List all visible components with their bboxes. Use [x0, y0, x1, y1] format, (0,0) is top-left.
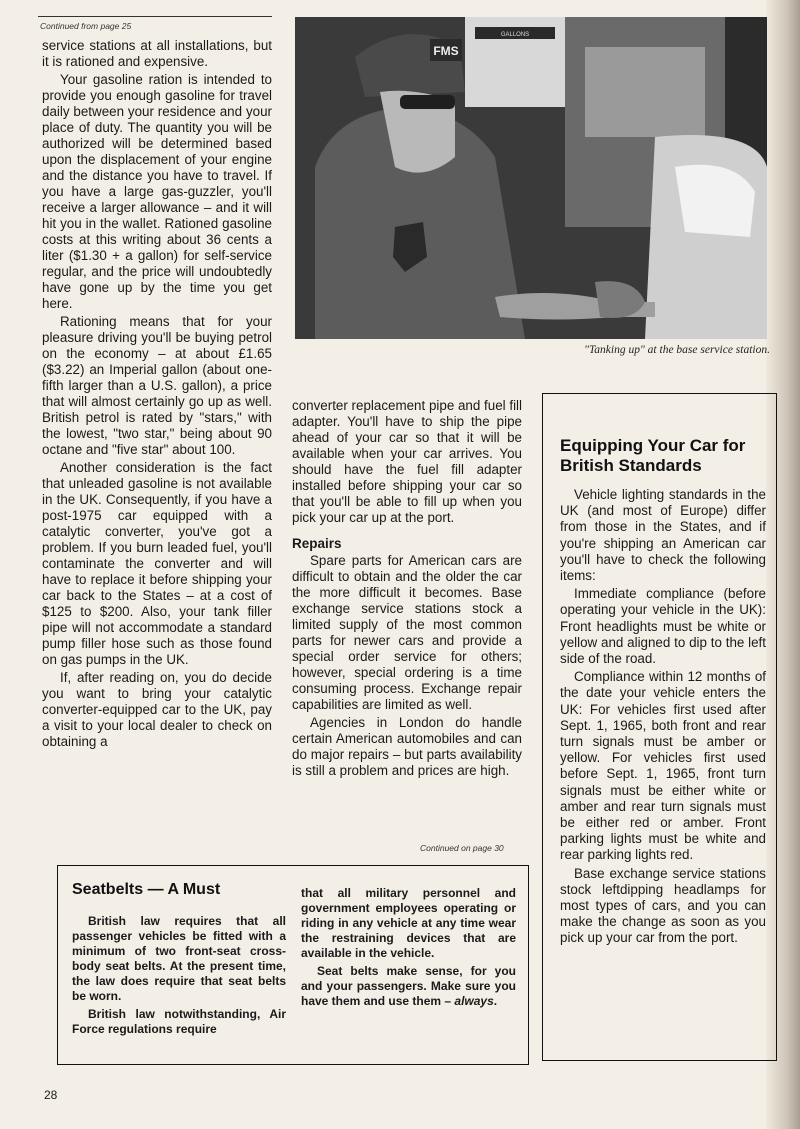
article-column-2: [292, 398, 522, 781]
paragraph: Vehicle lighting standards in the UK (and most of Europe) differ from those in the States, and if you're shipping an American car you'll have to check the following items:: [560, 487, 766, 584]
paragraph: Base exchange service stations stock leftdipping headlamps for most types of cars, and you can make the change as soon as you pick up your car from the port.: [560, 865, 766, 946]
text-run: Seat belts make sense, for you and your passengers. Make sure you have them and use them –: [301, 964, 516, 1008]
paragraph: that all military personnel and government employees operating or riding in any vehicle at any time wear the restraining devices that are available in the vehicle.: [301, 886, 516, 960]
sidebar-title: Seatbelts — A Must: [72, 881, 221, 898]
paragraph: Spare parts for American cars are difficult to obtain and the older the car the more difficult it becomes. Base exchange service stations stock a limited supply of the most common parts for newer cars and provide a special order service for others; however, special ordering is a time consuming process. Exchange repair capabilities are limited as well.: [292, 553, 522, 712]
seatbelts-column-2: [301, 886, 516, 1012]
paragraph: service stations at all installations, but it is rationed and expensive.: [42, 38, 272, 69]
paragraph: British law requires that all passenger vehicles be fitted with a minimum of two front-seat cross-body seat belts. At the present time, the law does require that seat belts be worn.: [72, 914, 286, 1003]
continued-from-note: Continued from page 25: [40, 21, 132, 31]
subhead-repairs: Repairs: [292, 536, 342, 551]
paragraph: [301, 964, 516, 1009]
article-column-1: [42, 38, 272, 752]
sidebar-equipping-car: [542, 393, 777, 1061]
text-run: .: [493, 994, 498, 1008]
paragraph: Compliance within 12 months of the date your vehicle enters the UK: For vehicles first used after Sept. 1, 1965, both front and rear turn signals must be amber or yellow. For vehicles first used before Sept. 1, 1965, front turn signals must be either white or amber and rear turn signals must be either red or amber. Front parking lights must be white and rear parking lights red.: [560, 669, 766, 863]
continued-on-note: Continued on page 30: [420, 843, 504, 853]
page-number: 28: [44, 1088, 58, 1102]
photo-caption: "Tanking up" at the base service station.: [584, 344, 770, 356]
paragraph: Rationing means that for your pleasure driving you'll be buying petrol on the economy – at about £1.65 ($3.22) an Imperial gallon (about one-fifth larger than a U.S. gallon), a price that will almost certainly go up as well. British petrol is rated by "stars," with the lowest, "two star," being about 90 octane and "five star" about 100.: [42, 314, 272, 457]
photo-tanking-up: [295, 17, 767, 339]
paragraph: Another consideration is the fact that unleaded gasoline is not available in the UK. Consequently, if you have a post-1975 car equipped with a catalytic converter, you've got a problem. If you burn leaded fuel, you'll contaminate the converter and will have to replace it before shipping your car back to the States – at a cost of $125 to $200. Also, your tank filler pipe will not accommodate a standard pump filler hose such as those found on gas pumps in the UK.: [42, 460, 272, 667]
paragraph: If, after reading on, you do decide you want to bring your catalytic converter-equipped car to the UK, pay a visit to your local dealer to check on obtaining a: [42, 670, 272, 749]
paragraph: Agencies in London do handle certain American automobiles and can do major repairs – but parts availability is still a problem and prices are high.: [292, 715, 522, 778]
header-rule: [38, 16, 272, 17]
paragraph: Immediate compliance (before operating your vehicle in the UK): Front headlights must be white or yellow and aligned to dip to the left side of the road.: [560, 586, 766, 667]
cap-text: FMS: [433, 44, 459, 58]
paragraph: British law notwithstanding, Air Force regulations require: [72, 1007, 286, 1036]
sidebar-title: Equipping Your Car for British Standards: [560, 436, 746, 475]
seatbelts-column-1: [72, 914, 286, 1040]
sidebar-seatbelts: [57, 865, 529, 1065]
paragraph: Your gasoline ration is intended to provide you enough gasoline for travel daily between your residence and your place of duty. The quantity you will be authorized will be determined based upon the displacement of your engine and the distance you have to travel. If you have a large gas-guzzler, you'll receive a larger allowance – and it will hit you in the wallet. Rationed gasoline costs at this writing about 36 cents a liter ($1.30 + a gallon) for self-service regular, and the price will undoubtedly have gone up by the time you get here.: [42, 72, 272, 311]
sidebar-body: [560, 487, 766, 949]
emphasis-always: always: [454, 994, 494, 1008]
paragraph: converter replacement pipe and fuel fill adapter. You'll have to ship the pipe ahead of your car so that it will be available when your car arrives. You should have the fuel fill adapter installed before shipping your car so that you'll be able to fill up when you pick your car up at the port.: [292, 398, 523, 525]
pump-sign-text: GALLONS: [500, 32, 530, 38]
